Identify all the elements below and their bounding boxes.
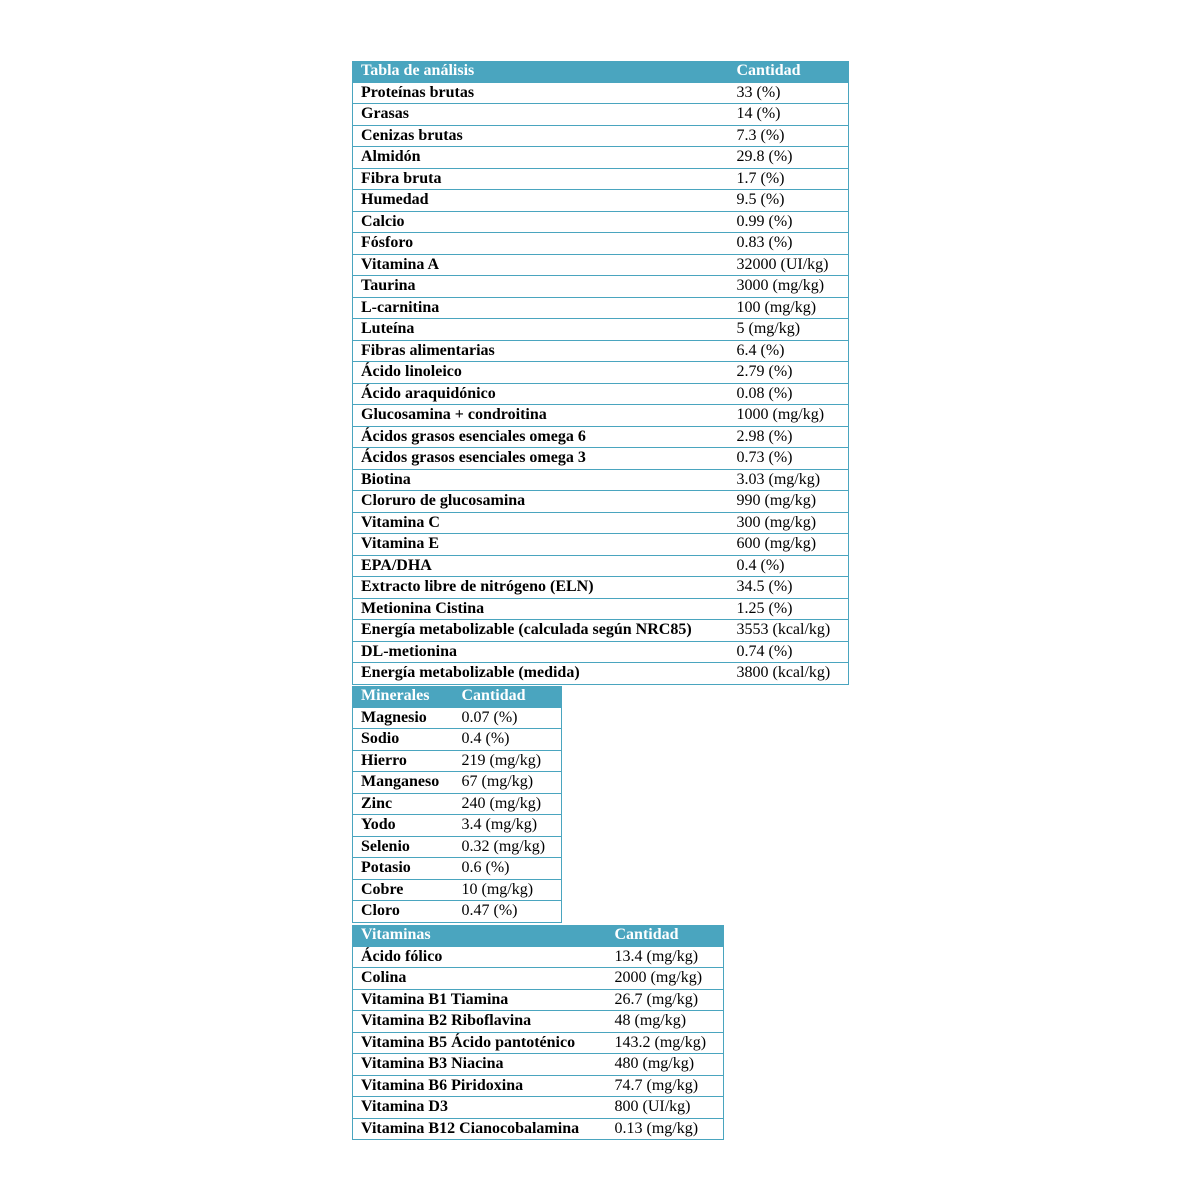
row-name: Sodio — [353, 729, 454, 751]
table-row — [353, 491, 849, 513]
table-row — [353, 362, 849, 384]
row-value: 67 (mg/kg) — [454, 772, 562, 794]
row-value: 1000 (mg/kg) — [729, 405, 849, 427]
minerals-header-name: Minerales — [353, 686, 454, 707]
row-name: Vitamina B12 Cianocobalamina — [353, 1118, 607, 1140]
vitamins-header-name: Vitaminas — [353, 925, 607, 946]
vitamins-header-value: Cantidad — [607, 925, 724, 946]
minerals-header-row — [353, 686, 562, 707]
row-name: EPA/DHA — [353, 555, 729, 577]
row-value: 6.4 (%) — [729, 340, 849, 362]
row-value: 48 (mg/kg) — [607, 1011, 724, 1033]
table-row — [353, 211, 849, 233]
row-name: Energía metabolizable (medida) — [353, 663, 729, 685]
row-name: Selenio — [353, 836, 454, 858]
row-value: 14 (%) — [729, 104, 849, 126]
table-row — [353, 641, 849, 663]
row-value: 800 (UI/kg) — [607, 1097, 724, 1119]
row-name: Fibras alimentarias — [353, 340, 729, 362]
row-name: Manganeso — [353, 772, 454, 794]
row-name: Fósforo — [353, 233, 729, 255]
row-name: Vitamina C — [353, 512, 729, 534]
table-row — [353, 901, 562, 923]
row-value: 0.07 (%) — [454, 707, 562, 729]
row-name: Cobre — [353, 879, 454, 901]
table-row — [353, 729, 562, 751]
row-name: Vitamina B3 Niacina — [353, 1054, 607, 1076]
table-row — [353, 1075, 724, 1097]
table-row — [353, 319, 849, 341]
row-value: 7.3 (%) — [729, 125, 849, 147]
row-name: Vitamina B5 Ácido pantoténico — [353, 1032, 607, 1054]
table-row — [353, 254, 849, 276]
row-value: 990 (mg/kg) — [729, 491, 849, 513]
row-name: Humedad — [353, 190, 729, 212]
row-name: Proteínas brutas — [353, 82, 729, 104]
row-value: 100 (mg/kg) — [729, 297, 849, 319]
row-name: Yodo — [353, 815, 454, 837]
table-row — [353, 512, 849, 534]
table-row — [353, 405, 849, 427]
row-value: 34.5 (%) — [729, 577, 849, 599]
row-name: Fibra bruta — [353, 168, 729, 190]
table-row — [353, 82, 849, 104]
table-row — [353, 620, 849, 642]
table-row — [353, 946, 724, 968]
table-row — [353, 168, 849, 190]
row-name: Glucosamina + condroitina — [353, 405, 729, 427]
row-value: 3.4 (mg/kg) — [454, 815, 562, 837]
row-value: 0.32 (mg/kg) — [454, 836, 562, 858]
row-value: 0.6 (%) — [454, 858, 562, 880]
table-row — [353, 1054, 724, 1076]
row-value: 0.4 (%) — [454, 729, 562, 751]
table-row — [353, 1118, 724, 1140]
row-name: Ácidos grasos esenciales omega 6 — [353, 426, 729, 448]
row-value: 74.7 (mg/kg) — [607, 1075, 724, 1097]
row-value: 1.7 (%) — [729, 168, 849, 190]
row-name: Zinc — [353, 793, 454, 815]
row-value: 2000 (mg/kg) — [607, 968, 724, 990]
row-value: 3553 (kcal/kg) — [729, 620, 849, 642]
row-name: Luteína — [353, 319, 729, 341]
table-row — [353, 555, 849, 577]
row-name: Energía metabolizable (calculada según NRC85) — [353, 620, 729, 642]
row-value: 143.2 (mg/kg) — [607, 1032, 724, 1054]
row-name: L-carnitina — [353, 297, 729, 319]
row-name: Taurina — [353, 276, 729, 298]
table-row — [353, 469, 849, 491]
row-value: 219 (mg/kg) — [454, 750, 562, 772]
row-value: 480 (mg/kg) — [607, 1054, 724, 1076]
minerals-table — [352, 686, 562, 923]
row-value: 9.5 (%) — [729, 190, 849, 212]
table-row — [353, 233, 849, 255]
row-name: Ácido araquidónico — [353, 383, 729, 405]
row-value: 240 (mg/kg) — [454, 793, 562, 815]
table-row — [353, 750, 562, 772]
table-row — [353, 383, 849, 405]
row-name: Calcio — [353, 211, 729, 233]
table-row — [353, 1032, 724, 1054]
row-name: Vitamina B1 Tiamina — [353, 989, 607, 1011]
row-name: Vitamina E — [353, 534, 729, 556]
row-name: Almidón — [353, 147, 729, 169]
analysis-header-name: Tabla de análisis — [353, 61, 729, 82]
row-name: Cloro — [353, 901, 454, 923]
row-value: 0.73 (%) — [729, 448, 849, 470]
row-value: 300 (mg/kg) — [729, 512, 849, 534]
table-row — [353, 340, 849, 362]
row-name: Colina — [353, 968, 607, 990]
row-value: 13.4 (mg/kg) — [607, 946, 724, 968]
row-value: 600 (mg/kg) — [729, 534, 849, 556]
table-row — [353, 858, 562, 880]
table-row — [353, 190, 849, 212]
analysis-header-row — [353, 61, 849, 82]
row-value: 29.8 (%) — [729, 147, 849, 169]
row-value: 0.74 (%) — [729, 641, 849, 663]
table-row — [353, 793, 562, 815]
table-row — [353, 663, 849, 685]
row-name: Extracto libre de nitrógeno (ELN) — [353, 577, 729, 599]
table-row — [353, 104, 849, 126]
row-name: Metionina Cistina — [353, 598, 729, 620]
row-value: 33 (%) — [729, 82, 849, 104]
row-value: 26.7 (mg/kg) — [607, 989, 724, 1011]
row-value: 1.25 (%) — [729, 598, 849, 620]
row-value: 3800 (kcal/kg) — [729, 663, 849, 685]
table-row — [353, 772, 562, 794]
analysis-header-value: Cantidad — [729, 61, 849, 82]
row-value: 0.47 (%) — [454, 901, 562, 923]
row-name: Grasas — [353, 104, 729, 126]
row-value: 5 (mg/kg) — [729, 319, 849, 341]
row-value: 0.99 (%) — [729, 211, 849, 233]
table-row — [353, 1097, 724, 1119]
row-name: Vitamina D3 — [353, 1097, 607, 1119]
row-name: Ácidos grasos esenciales omega 3 — [353, 448, 729, 470]
row-value: 32000 (UI/kg) — [729, 254, 849, 276]
row-name: Ácido linoleico — [353, 362, 729, 384]
vitamins-table — [352, 925, 724, 1140]
row-value: 0.83 (%) — [729, 233, 849, 255]
row-name: Vitamina B6 Piridoxina — [353, 1075, 607, 1097]
row-name: Hierro — [353, 750, 454, 772]
table-row — [353, 836, 562, 858]
analysis-table — [352, 61, 849, 685]
table-row — [353, 426, 849, 448]
table-row — [353, 815, 562, 837]
table-row — [353, 297, 849, 319]
minerals-header-value: Cantidad — [454, 686, 562, 707]
row-name: Cloruro de glucosamina — [353, 491, 729, 513]
row-name: Vitamina B2 Riboflavina — [353, 1011, 607, 1033]
table-row — [353, 125, 849, 147]
row-name: Potasio — [353, 858, 454, 880]
row-value: 10 (mg/kg) — [454, 879, 562, 901]
table-row — [353, 968, 724, 990]
row-value: 0.4 (%) — [729, 555, 849, 577]
table-row — [353, 448, 849, 470]
table-row — [353, 707, 562, 729]
row-name: Biotina — [353, 469, 729, 491]
table-row — [353, 598, 849, 620]
table-row — [353, 534, 849, 556]
row-value: 3000 (mg/kg) — [729, 276, 849, 298]
row-name: Vitamina A — [353, 254, 729, 276]
row-value: 2.98 (%) — [729, 426, 849, 448]
row-name: Ácido fólico — [353, 946, 607, 968]
table-row — [353, 147, 849, 169]
table-row — [353, 577, 849, 599]
row-value: 2.79 (%) — [729, 362, 849, 384]
table-row — [353, 879, 562, 901]
row-name: DL-metionina — [353, 641, 729, 663]
row-name: Magnesio — [353, 707, 454, 729]
row-value: 3.03 (mg/kg) — [729, 469, 849, 491]
table-row — [353, 276, 849, 298]
vitamins-header-row — [353, 925, 724, 946]
row-name: Cenizas brutas — [353, 125, 729, 147]
table-row — [353, 989, 724, 1011]
table-row — [353, 1011, 724, 1033]
row-value: 0.13 (mg/kg) — [607, 1118, 724, 1140]
row-value: 0.08 (%) — [729, 383, 849, 405]
